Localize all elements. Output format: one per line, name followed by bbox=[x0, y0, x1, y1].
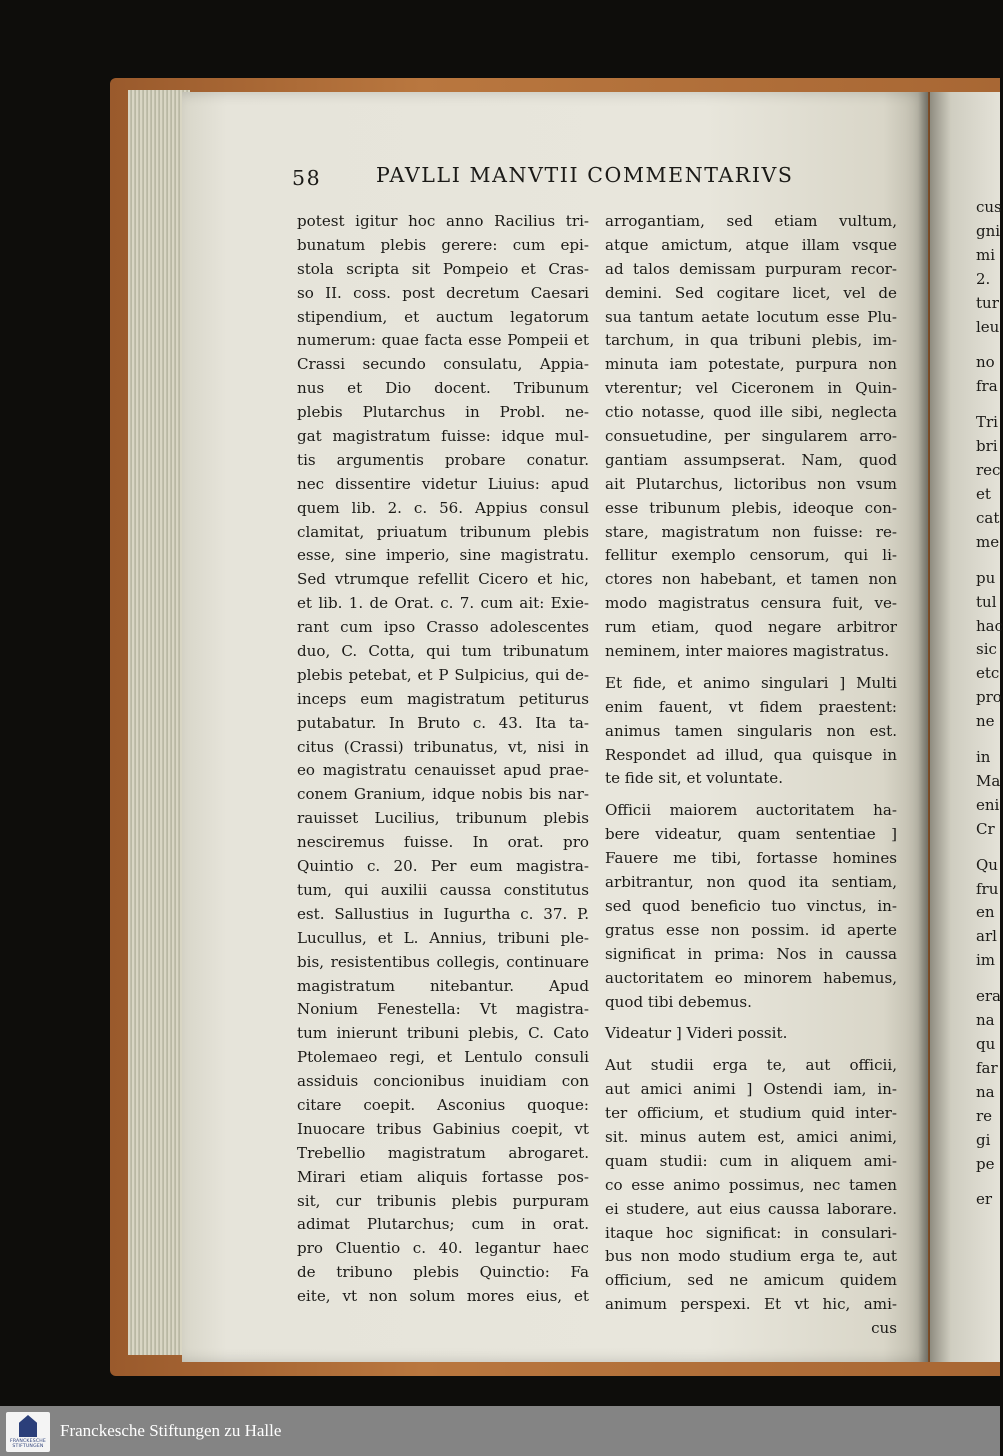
facing-page-fragment: re bbox=[976, 1106, 993, 1125]
facing-page-fragment: era bbox=[976, 987, 1001, 1006]
text-line: Quintio c. 20. Per eum magistra- bbox=[297, 857, 589, 876]
text-line: rauisset Lucilius, tribunum plebis bbox=[297, 809, 589, 828]
text-line: Et fide, et animo singulari ] Multi bbox=[605, 673, 897, 692]
text-line: stipendium, et auctum legatorum bbox=[297, 307, 589, 326]
facing-page-fragment: pe bbox=[976, 1154, 995, 1173]
text-line: sit. minus autem est, amici animi, bbox=[605, 1127, 897, 1146]
text-line: animum perspexi. Et vt hic, ami- bbox=[605, 1295, 897, 1314]
facing-page-fragment: qu bbox=[976, 1035, 996, 1053]
facing-page-fragment: na bbox=[976, 1011, 995, 1030]
text-line: pro Cluentio c. 40. legantur haec bbox=[297, 1239, 589, 1258]
text-line: clamitat, priuatum tribunum plebis bbox=[297, 522, 589, 541]
text-line: stare, magistratum non fuisse: re- bbox=[605, 522, 897, 541]
text-line: est. Sallustius in Iugurtha c. 37. P. bbox=[297, 904, 589, 923]
text-line: de tribuno plebis Quinctio: Fa bbox=[297, 1263, 589, 1282]
text-line: quam studii: cum in aliquem ami- bbox=[605, 1151, 897, 1170]
text-line: conem Granium, idque nobis bis nar- bbox=[297, 785, 589, 804]
text-line: auctoritatem eo minorem habemus, bbox=[605, 968, 897, 987]
text-line: Mirari etiam aliquis fortasse pos- bbox=[297, 1167, 589, 1186]
franckesche-logo bbox=[6, 1412, 50, 1452]
paragraph-gap bbox=[605, 791, 897, 799]
text-line: atque amictum, atque illam vsque bbox=[605, 235, 897, 254]
facing-page-fragment: fru bbox=[976, 879, 999, 898]
facing-page-fragment: arl bbox=[976, 927, 997, 946]
text-line: Fauere me tibi, fortasse homines bbox=[605, 849, 897, 868]
text-line: ait Plutarchus, lictoribus non vsum bbox=[605, 474, 897, 493]
facing-page-fragment: rec bbox=[976, 461, 1001, 480]
text-line: citus (Crassi) tribunatus, vt, nisi in bbox=[297, 737, 589, 756]
text-line: arbitrantur, non quod ita sentiam, bbox=[605, 873, 897, 892]
text-line: ctores non habebant, et tamen non bbox=[605, 570, 897, 589]
facing-page-fragment: ne bbox=[976, 712, 995, 731]
facing-page-fragment: pu bbox=[976, 568, 996, 587]
facing-page-fragment: 2. bbox=[976, 269, 991, 288]
logo-text: FRANCKESCHE STIFTUNGEN bbox=[9, 1439, 47, 1450]
text-line: numerum: quae facta esse Pompeii et bbox=[297, 331, 589, 350]
text-line: bus non modo studium erga te, aut bbox=[605, 1247, 897, 1266]
text-line: quem lib. 2. c. 56. Appius consul bbox=[297, 498, 589, 517]
text-line: putabatur. In Bruto c. 43. Ita ta- bbox=[297, 713, 589, 732]
facing-page-fragment: pro bbox=[976, 688, 1002, 707]
facing-page-fragment bbox=[930, 842, 1003, 854]
text-line: Nonium Fenestella: Vt magistra- bbox=[297, 1000, 589, 1019]
text-line: aut amici animi ] Ostendi iam, in- bbox=[605, 1080, 897, 1099]
facing-page-fragments bbox=[930, 196, 1003, 1212]
text-line: Trebellio magistratum abrogaret. bbox=[297, 1143, 589, 1162]
facing-page-fragment: sic bbox=[976, 640, 997, 659]
text-line: assiduis concionibus inuidiam con bbox=[297, 1072, 589, 1091]
facing-page-fragment: gi bbox=[976, 1130, 991, 1149]
text-line: fellitur exemplo censorum, qui li- bbox=[605, 546, 897, 565]
running-title: PAVLLI MANVTII COMMENTARIVS bbox=[376, 163, 794, 187]
text-line: Lucullus, et L. Annius, tribuni ple- bbox=[297, 928, 589, 947]
text-line: gantiam assumpserat. Nam, quod bbox=[605, 450, 897, 469]
text-line: duo, C. Cotta, qui tum tribunatum bbox=[297, 642, 589, 661]
text-line: quod tibi debemus. bbox=[605, 992, 752, 1011]
text-line: plebis petebat, et P Sulpicius, qui de- bbox=[297, 665, 589, 684]
text-line: plebis Plutarchus in Probl. ne- bbox=[297, 403, 589, 422]
text-line: tarchum, in qua tribuni plebis, im- bbox=[605, 331, 897, 350]
footer-bar bbox=[0, 1406, 1000, 1456]
facing-page-fragment: im bbox=[976, 951, 996, 970]
building-icon bbox=[19, 1415, 37, 1437]
facing-page-fragment: leu bbox=[976, 317, 1000, 336]
facing-page-fragment: et bbox=[976, 484, 991, 503]
text-line: magistratum nitebantur. Apud bbox=[297, 976, 589, 995]
text-line: eite, vt non solum mores eius, et bbox=[297, 1287, 589, 1306]
text-line: Inuocare tribus Gabinius coepit, vt bbox=[297, 1119, 589, 1138]
text-line: esse, sine imperio, sine magistratu. bbox=[297, 546, 589, 565]
text-line: bis, resistentibus collegis, continuare bbox=[297, 952, 589, 971]
text-line: so II. coss. post decretum Caesari bbox=[297, 283, 589, 302]
text-line: bunatum plebis gerere: cum epi- bbox=[297, 235, 589, 254]
catchword: cus bbox=[871, 1319, 897, 1338]
facing-page-fragment bbox=[930, 555, 1003, 567]
text-line: gat magistratum fuisse: idque mul- bbox=[297, 427, 589, 446]
right-text-column bbox=[605, 210, 897, 1341]
text-line: significat in prima: Nos in caussa bbox=[605, 944, 897, 963]
paragraph-gap bbox=[605, 1014, 897, 1022]
facing-page-fragment: far bbox=[976, 1058, 998, 1077]
text-line: itaque hoc significat: in consulari- bbox=[605, 1223, 897, 1242]
text-line: arrogantiam, sed etiam vultum, bbox=[605, 212, 897, 230]
paragraph-gap bbox=[605, 1046, 897, 1054]
facing-page-fragment bbox=[930, 1176, 1003, 1188]
facing-page-fragment: etc bbox=[976, 664, 1000, 683]
facing-page-fragment: gni bbox=[976, 221, 1001, 240]
facing-page-fragment bbox=[930, 399, 1003, 411]
text-line: officium, sed ne amicum quidem bbox=[605, 1271, 897, 1290]
left-page bbox=[182, 92, 928, 1362]
text-line: stola scripta sit Pompeio et Cras- bbox=[297, 259, 589, 278]
facing-page-fragment: no bbox=[976, 353, 995, 372]
text-line: tum inierunt tribuni plebis, C. Cato bbox=[297, 1024, 589, 1043]
text-line: Ptolemaeo regi, et Lentulo consuli bbox=[297, 1048, 589, 1067]
text-line: neminem, inter maiores magistratus. bbox=[605, 642, 889, 661]
text-line: minuta iam potestate, purpura non bbox=[605, 355, 897, 374]
running-head bbox=[292, 163, 832, 200]
facing-page-fragment: cus bbox=[976, 198, 1002, 216]
facing-page-fragment: tul bbox=[976, 592, 997, 611]
facing-page-fragment: me bbox=[976, 532, 1000, 551]
institution-name: Franckesche Stiftungen zu Halle bbox=[60, 1421, 282, 1440]
facing-page-fragment bbox=[930, 734, 1003, 746]
text-line: tum, qui auxilii caussa constitutus bbox=[297, 880, 589, 899]
left-text-column bbox=[297, 210, 589, 1309]
facing-page-fragment: er bbox=[976, 1190, 993, 1209]
facing-page-fragment: in bbox=[976, 748, 991, 767]
facing-page-fragment: fra bbox=[976, 377, 998, 396]
text-line: nesciremus fuisse. In orat. pro bbox=[297, 833, 589, 852]
text-line: adimat Plutarchus; cum in orat. bbox=[297, 1215, 589, 1234]
page-number: 58 bbox=[292, 166, 322, 190]
facing-page-fragment: na bbox=[976, 1082, 995, 1101]
text-line: potest igitur hoc anno Racilius tri- bbox=[297, 212, 589, 230]
text-line: ter officium, et studium quid inter- bbox=[605, 1104, 897, 1123]
text-line: enim fauent, vt fidem praestent: bbox=[605, 697, 897, 716]
text-line: rum etiam, quod negare arbitror bbox=[605, 618, 897, 637]
text-line: consuetudine, per singularem arro- bbox=[605, 427, 897, 446]
paragraph-gap bbox=[605, 664, 897, 672]
text-line: modo magistratus censura fuit, ve- bbox=[605, 594, 897, 613]
text-line: Sed vtrumque refellit Cicero et hic, bbox=[297, 570, 589, 589]
text-line: ei studere, aut eius caussa laborare. bbox=[605, 1199, 897, 1218]
text-line: tis argumentis probare conatur. bbox=[297, 450, 589, 469]
text-line: Crassi secundo consulatu, Appia- bbox=[297, 355, 589, 374]
text-line: sed quod beneficio tuo vinctus, in- bbox=[605, 896, 897, 915]
text-line: gratus esse non possim. id aperte bbox=[605, 920, 897, 939]
text-line: Videatur ] Videri possit. bbox=[605, 1024, 788, 1043]
text-line: bere videatur, quam sententiae ] bbox=[605, 825, 897, 844]
facing-page-fragment: Tri bbox=[976, 413, 998, 432]
text-line: ctio notasse, quod ille sibi, neglecta bbox=[605, 403, 897, 422]
text-line: demini. Sed cogitare licet, vel de bbox=[605, 283, 897, 302]
text-line: nec dissentire videtur Liuius: apud bbox=[297, 474, 589, 493]
facing-page-fragment: Qu bbox=[976, 855, 998, 874]
text-line: Officii maiorem auctoritatem ha- bbox=[605, 801, 897, 820]
text-line: esse tribunum plebis, ideoque con- bbox=[605, 498, 897, 517]
facing-page-fragment: eni bbox=[976, 795, 1000, 814]
facing-page-fragment: Cr bbox=[976, 819, 995, 838]
facing-page-fragment: tur bbox=[976, 293, 999, 312]
text-line: ad talos demissam purpuram recor- bbox=[605, 259, 897, 278]
facing-page-fragment: Ma bbox=[976, 771, 1001, 790]
facing-page-fragment: mi bbox=[976, 245, 996, 264]
text-line: animus tamen singularis non est. bbox=[605, 721, 897, 740]
facing-page-fragment bbox=[930, 973, 1003, 985]
facing-page-fragment: cat bbox=[976, 508, 1000, 527]
text-line: inceps eum magistratum petiturus bbox=[297, 689, 589, 708]
facing-page-fragment: bri bbox=[976, 437, 998, 456]
text-line: eo magistratu cenauisset apud prae- bbox=[297, 761, 589, 780]
text-line: sua tantum aetate locutum esse Plu- bbox=[605, 307, 897, 326]
text-line: citare coepit. Asconius quoque: bbox=[297, 1095, 589, 1114]
facing-page-fragment: hac bbox=[976, 616, 1003, 635]
facing-page-fragment bbox=[930, 339, 1003, 351]
text-line: te fide sit, et voluntate. bbox=[605, 769, 784, 788]
text-line: co esse animo possimus, nec tamen bbox=[605, 1175, 897, 1194]
text-line: et lib. 1. de Orat. c. 7. cum ait: Exie- bbox=[297, 594, 589, 613]
text-line: sit, cur tribunis plebis purpuram bbox=[297, 1191, 589, 1210]
text-line: vterentur; vel Ciceronem in Quin- bbox=[605, 379, 897, 398]
text-line: rant cum ipso Crasso adolescentes bbox=[297, 618, 589, 637]
facing-page-fragment: en bbox=[976, 903, 995, 922]
facing-page-edge bbox=[930, 92, 1003, 1362]
text-line: Respondet ad illud, qua quisque in bbox=[605, 745, 897, 764]
page-edges bbox=[128, 90, 190, 1355]
text-line: Aut studii erga te, aut officii, bbox=[605, 1056, 897, 1075]
text-line: nus et Dio docent. Tribunum bbox=[297, 379, 589, 398]
